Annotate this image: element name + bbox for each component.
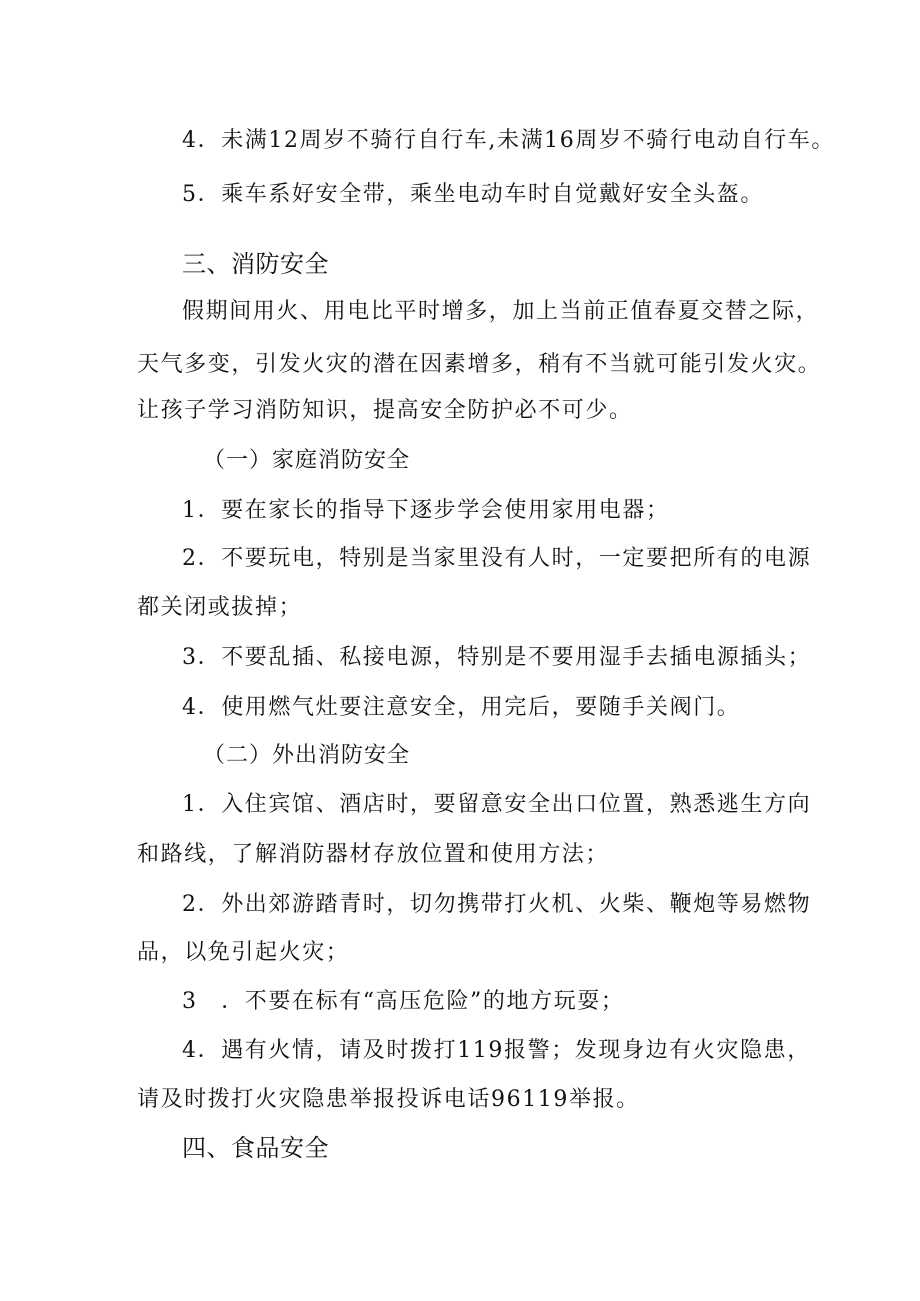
outdoor-rule-4-line-1: 4．遇有火情，请及时拨打119报警；发现身边有火灾隐患， [182, 1038, 811, 1063]
fire-intro-line-2: 天气多变，引发火灾的潜在因素增多，稍有不当就可能引发火灾。 [137, 352, 822, 377]
outdoor-rule-1-line-2: 和路线，了解消防器材存放位置和使用方法； [137, 842, 610, 867]
outdoor-rule-3: 3 ．不要在标有“高压危险”的地方玩耍； [182, 989, 625, 1014]
outdoor-rule-2-line-2: 品，以免引起火灾； [137, 940, 350, 965]
section-heading-food-safety: 四、食品安全 [182, 1134, 329, 1162]
traffic-rule-4: 4．未满12周岁不骑行自行车,未满16周岁不骑行电动自行车。 [182, 128, 835, 153]
subheading-outdoor-fire-safety: （二）外出消防安全 [203, 743, 411, 768]
fire-intro-line-3: 让孩子学习消防知识，提高安全防护必不可少。 [137, 398, 633, 423]
outdoor-rule-4-line-2: 请及时拨打火灾隐患举报投诉电话96119举报。 [137, 1087, 640, 1112]
home-rule-1: 1．要在家长的指导下逐步学会使用家用电器； [182, 498, 670, 523]
outdoor-rule-2-line-1: 2．外出郊游踏青时，切勿携带打火机、火柴、鞭炮等易燃物 [182, 892, 812, 917]
home-rule-4: 4．使用燃气灶要注意安全，用完后，要随手关阀门。 [182, 695, 741, 720]
fire-intro-line-1: 假期间用火、用电比平时增多，加上当前正值春夏交替之际， [182, 299, 820, 324]
outdoor-rule-1-line-1: 1．入住宾馆、酒店时，要留意安全出口位置，熟悉逃生方向 [182, 792, 812, 817]
section-heading-fire-safety: 三、消防安全 [182, 250, 329, 278]
home-rule-3: 3．不要乱插、私接电源，特别是不要用湿手去插电源插头； [182, 645, 812, 670]
traffic-rule-5: 5．乘车系好安全带，乘坐电动车时自觉戴好安全头盔。 [182, 182, 764, 207]
subheading-home-fire-safety: （一）家庭消防安全 [203, 448, 411, 473]
home-rule-2-line-1: 2．不要玩电，特别是当家里没有人时，一定要把所有的电源 [182, 546, 812, 571]
home-rule-2-line-2: 都关闭或拔掉； [137, 595, 303, 620]
